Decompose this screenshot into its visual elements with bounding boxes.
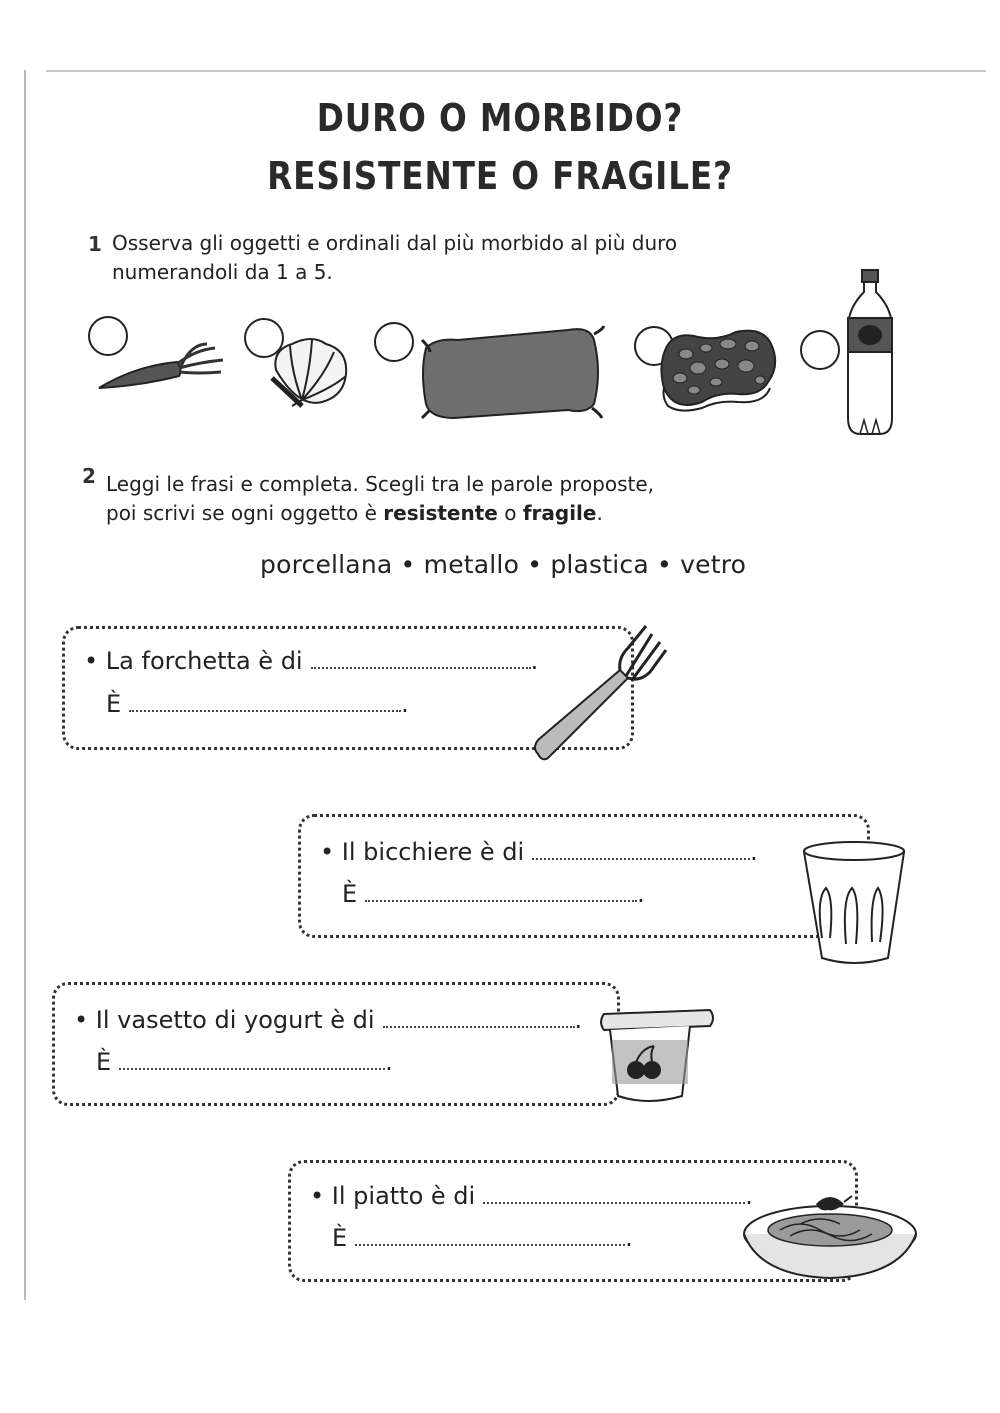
page-edge-left xyxy=(24,70,26,1300)
title-line-2: RESISTENTE O FRAGILE? xyxy=(267,154,733,198)
fork-property-line xyxy=(106,690,409,718)
fork-icon xyxy=(528,620,673,765)
plate-icon xyxy=(740,1190,920,1280)
yogurt-property-label: È xyxy=(96,1048,112,1076)
exercise-2-instruction xyxy=(106,470,654,528)
exercise-2-line-1: Leggi le frasi e completa. Scegli tra le parole proposte, xyxy=(106,472,655,496)
yogurt-property-line xyxy=(96,1048,393,1076)
glass-property-label: È xyxy=(342,880,358,908)
plate-property-label: È xyxy=(332,1224,348,1252)
plate-property-blank[interactable] xyxy=(355,1224,625,1246)
word-bank: porcellana • metallo • plastica • vetro xyxy=(260,550,747,579)
keyword-resistente: resistente xyxy=(383,501,498,525)
sentence-end: . xyxy=(596,501,603,525)
yogurt-property-blank[interactable] xyxy=(119,1048,385,1070)
exercise-1-instruction xyxy=(112,229,677,287)
pillow-icon xyxy=(418,322,608,422)
glass-property-period: . xyxy=(637,880,645,908)
glass-property-blank[interactable] xyxy=(365,880,637,902)
yogurt-material-blank[interactable] xyxy=(383,1006,575,1028)
yogurt-icon xyxy=(596,996,718,1104)
sentence-box-glass xyxy=(298,814,870,938)
plate-sentence xyxy=(310,1182,753,1210)
glass-material-blank[interactable] xyxy=(532,838,750,860)
fork-sentence-text: • La forchetta è di xyxy=(84,647,303,675)
sponge-icon xyxy=(656,326,780,414)
exercise-1-line-1: Osserva gli oggetti e ordinali dal più morbido al più duro xyxy=(112,231,678,255)
exercise-2-number: 2 xyxy=(82,464,96,488)
exercise-2-line-2 xyxy=(106,499,654,528)
fork-sentence xyxy=(84,647,538,675)
bottle-icon xyxy=(838,268,902,440)
glass-sentence-text: • Il bicchiere è di xyxy=(320,838,525,866)
number-circle-bottle[interactable] xyxy=(800,330,840,370)
yogurt-sentence xyxy=(74,1006,582,1034)
fork-property-period: . xyxy=(401,690,409,718)
page-edge-top xyxy=(46,70,986,72)
glass-property-line xyxy=(342,880,645,908)
keyword-fragile: fragile xyxy=(522,501,597,525)
plate-sentence-text: • Il piatto è di xyxy=(310,1182,476,1210)
plate-property-period: . xyxy=(625,1224,633,1252)
carrot-icon xyxy=(95,340,230,395)
yogurt-property-period: . xyxy=(385,1048,393,1076)
shell-icon xyxy=(262,330,352,412)
exercise-2-line-2-start: poi scrivi se ogni oggetto è xyxy=(106,501,384,525)
glass-icon xyxy=(800,838,910,966)
exercise-1-number: 1 xyxy=(88,232,102,256)
connector-o: o xyxy=(497,501,523,525)
yogurt-period: . xyxy=(574,1006,583,1034)
title-line-1: DURO O MORBIDO? xyxy=(316,96,684,140)
exercise-1-line-2: numerandoli da 1 a 5. xyxy=(112,260,333,284)
sentence-box-yogurt xyxy=(52,982,620,1106)
fork-property-label: È xyxy=(106,690,122,718)
glass-period: . xyxy=(750,838,758,866)
plate-period: . xyxy=(745,1182,753,1210)
fork-material-blank[interactable] xyxy=(311,647,531,669)
fork-period: . xyxy=(530,647,539,675)
fork-property-blank[interactable] xyxy=(129,690,401,712)
number-circle-pillow[interactable] xyxy=(374,322,414,362)
glass-sentence xyxy=(320,838,758,866)
plate-property-line xyxy=(332,1224,633,1252)
yogurt-sentence-text: • Il vasetto di yogurt è di xyxy=(74,1006,375,1034)
plate-material-blank[interactable] xyxy=(483,1182,745,1204)
